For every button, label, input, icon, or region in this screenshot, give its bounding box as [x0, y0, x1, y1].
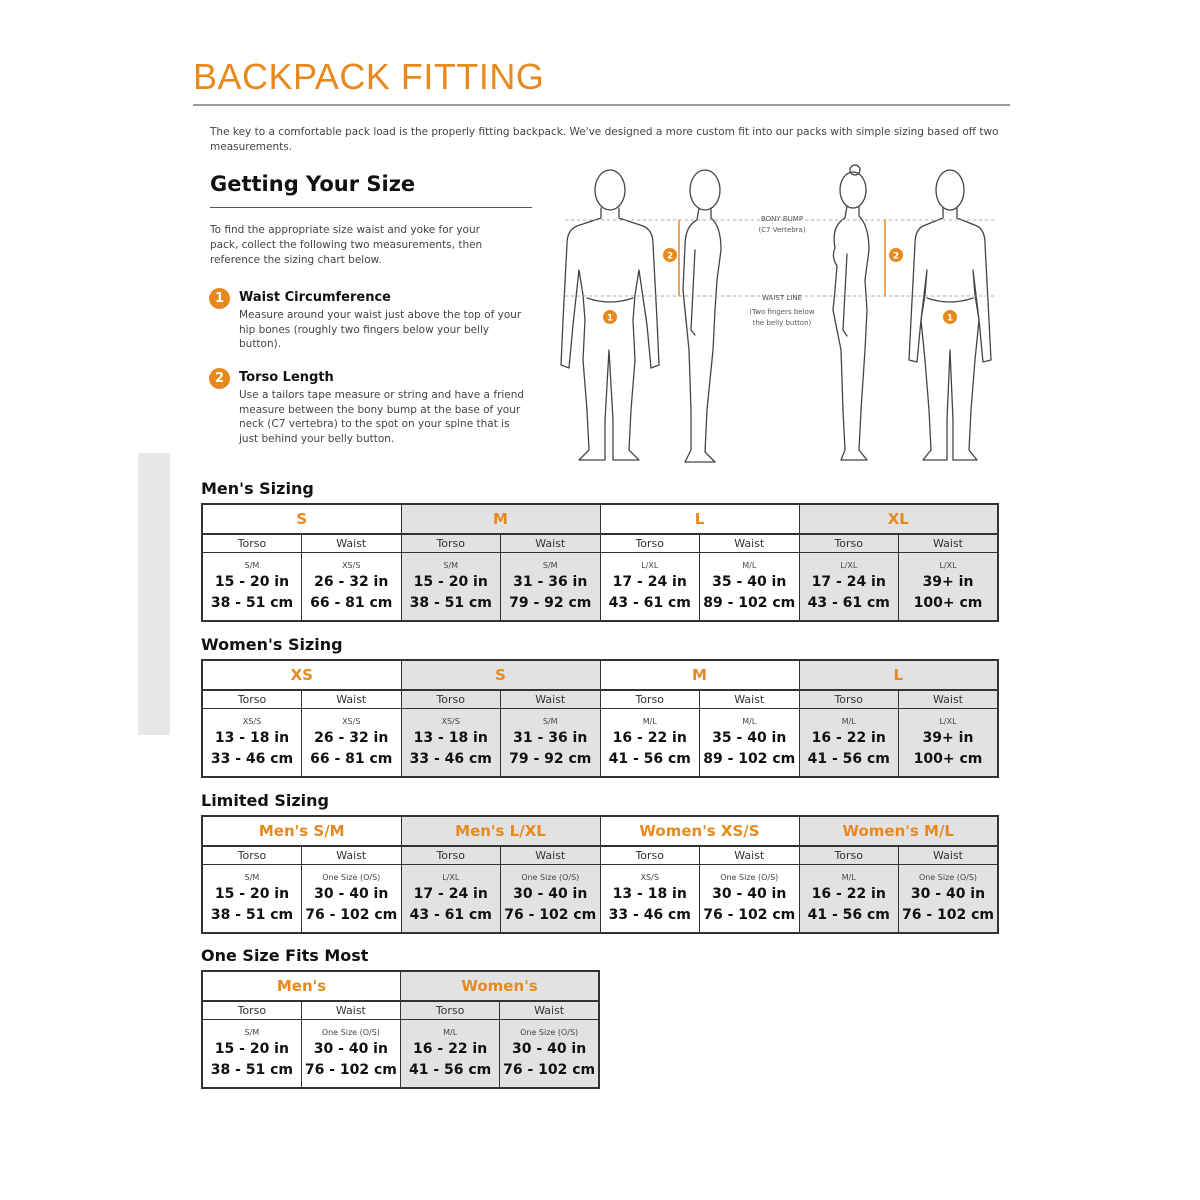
size-group-header: Men's L/XL [401, 816, 600, 846]
torso-size-cell [799, 553, 899, 622]
waist-size-cell [899, 865, 999, 934]
size-code: XS/S [342, 560, 361, 570]
waist-size-cell [500, 1020, 599, 1089]
size-group-row [202, 816, 998, 846]
size-inches: 13 - 18 in [413, 729, 488, 746]
size-inches: 15 - 20 in [214, 573, 290, 590]
torso-size-cell [600, 553, 700, 622]
size-code: S/M [244, 872, 260, 882]
waist-column-label: Waist [700, 690, 800, 709]
size-centimeters: 100+ cm [913, 750, 983, 767]
size-code: S/M [443, 560, 459, 570]
size-inches: 39+ in [922, 729, 974, 746]
waist-column-label: Waist [501, 534, 601, 553]
size-inches: 30 - 40 in [313, 1040, 388, 1057]
size-inches: 31 - 36 in [513, 729, 588, 746]
step-text: Measure around your waist just above the top of your hip bones (roughly two fingers below your belly button). [239, 309, 522, 350]
waist-column-label: Waist [501, 690, 601, 709]
size-centimeters: 100+ cm [913, 594, 983, 611]
one-size-table [201, 970, 600, 1089]
size-group-row [202, 660, 998, 690]
size-inches: 13 - 18 in [214, 729, 290, 746]
size-code: L/XL [442, 872, 460, 882]
size-centimeters: 43 - 61 cm [608, 594, 691, 611]
size-code: L/XL [939, 716, 957, 726]
torso-column-label: Torso [799, 534, 899, 553]
size-code: S/M [542, 716, 558, 726]
bony-bump-label: BONY BUMP [760, 215, 804, 223]
measure-value-row [202, 865, 998, 934]
size-centimeters: 33 - 46 cm [608, 906, 691, 923]
size-code: L/XL [840, 560, 858, 570]
size-code: S/M [542, 560, 558, 570]
size-group-header: Women's M/L [799, 816, 998, 846]
size-group-row [202, 504, 998, 534]
size-inches: 15 - 20 in [214, 1040, 289, 1057]
waist-size-cell [700, 709, 800, 778]
size-inches: 13 - 18 in [612, 885, 687, 902]
size-inches: 17 - 24 in [811, 573, 886, 590]
size-group-header: XS [202, 660, 401, 690]
size-code: XS/S [242, 716, 262, 726]
size-centimeters: 38 - 51 cm [409, 594, 492, 611]
size-centimeters: 79 - 92 cm [509, 750, 592, 767]
size-inches: 30 - 40 in [314, 885, 389, 902]
size-inches: 35 - 40 in [712, 729, 787, 746]
torso-size-cell [202, 865, 302, 934]
size-centimeters: 76 - 102 cm [504, 906, 597, 923]
body-measurement-illustration [555, 160, 1005, 470]
waist-size-cell [301, 1020, 400, 1089]
waist-column-label: Waist [899, 690, 999, 709]
mens-sizing-table [201, 503, 999, 622]
size-code: M/L [841, 872, 856, 882]
size-inches: 31 - 36 in [513, 573, 588, 590]
step-title: Waist Circumference [239, 290, 391, 305]
size-code: One Size (O/S) [520, 1027, 579, 1037]
badge-torso-left: 2 [666, 251, 674, 262]
limited-sizing-heading: Limited Sizing [201, 791, 330, 810]
size-centimeters: 43 - 61 cm [807, 594, 890, 611]
size-centimeters: 66 - 81 cm [310, 594, 393, 611]
size-centimeters: 33 - 46 cm [409, 750, 492, 767]
size-code: One Size (O/S) [321, 1027, 380, 1037]
size-code: M/L [642, 716, 657, 726]
size-inches: 39+ in [922, 573, 974, 590]
size-centimeters: 41 - 56 cm [807, 906, 890, 923]
torso-column-label: Torso [600, 690, 700, 709]
measure-label-row [202, 690, 998, 709]
size-centimeters: 33 - 46 cm [210, 750, 294, 767]
badge-waist-right: 1 [946, 313, 954, 324]
waist-size-cell [899, 553, 999, 622]
torso-column-label: Torso [202, 690, 302, 709]
size-inches: 26 - 32 in [314, 573, 389, 590]
size-inches: 16 - 22 in [413, 1040, 488, 1057]
waist-column-label: Waist [302, 534, 402, 553]
size-group-header: M [600, 660, 799, 690]
waist-column-label: Waist [899, 534, 999, 553]
getting-size-divider [210, 207, 532, 208]
size-inches: 16 - 22 in [811, 729, 886, 746]
title-divider [193, 104, 1010, 106]
torso-column-label: Torso [600, 846, 700, 865]
waist-column-label: Waist [301, 1001, 400, 1020]
size-code: One Size (O/S) [918, 872, 978, 882]
step-number-badge: 2 [209, 368, 230, 389]
size-inches: 26 - 32 in [314, 729, 389, 746]
torso-size-cell [799, 709, 899, 778]
size-code: L/XL [939, 560, 957, 570]
step-text: Use a tailors tape measure or string and have a friend measure between the bony bump at the base of your neck (C7 vertebra) to the spot on your spine that is just behind your belly button. [239, 389, 525, 445]
woman-side-figure [833, 165, 869, 460]
size-inches: 16 - 22 in [612, 729, 687, 746]
size-centimeters: 89 - 102 cm [703, 750, 796, 767]
size-group-header: Men's [202, 971, 401, 1001]
torso-size-cell [401, 1020, 500, 1089]
size-code: L/XL [641, 560, 659, 570]
badge-torso-right: 2 [892, 251, 900, 262]
waist-size-cell [501, 553, 601, 622]
torso-size-cell [799, 865, 899, 934]
side-tab [138, 453, 170, 735]
size-centimeters: 76 - 102 cm [901, 906, 995, 923]
size-code: XS/S [342, 716, 361, 726]
size-group-header: Women's XS/S [600, 816, 799, 846]
size-group-header: Women's [401, 971, 600, 1001]
waist-column-label: Waist [899, 846, 999, 865]
size-group-header: XL [799, 504, 998, 534]
torso-column-label: Torso [799, 690, 899, 709]
torso-column-label: Torso [799, 846, 899, 865]
page-title: BACKPACK FITTING [193, 56, 545, 97]
size-code: One Size (O/S) [322, 872, 381, 882]
c7-label: (C7 Vertebra) [758, 226, 806, 234]
size-centimeters: 89 - 102 cm [703, 594, 796, 611]
step-title: Torso Length [239, 370, 334, 385]
step-number-badge: 1 [209, 288, 230, 309]
size-inches: 30 - 40 in [712, 885, 787, 902]
size-inches: 30 - 40 in [512, 1040, 587, 1057]
waist-note-1: (Two fingers below [749, 308, 815, 316]
size-code: M/L [443, 1027, 458, 1037]
torso-column-label: Torso [401, 1001, 500, 1020]
limited-sizing-table [201, 815, 999, 934]
size-centimeters: 38 - 51 cm [210, 594, 294, 611]
measure-value-row [202, 553, 998, 622]
measure-value-row [202, 709, 998, 778]
size-inches: 15 - 20 in [413, 573, 488, 590]
size-group-row [202, 971, 599, 1001]
size-centimeters: 38 - 51 cm [210, 1061, 294, 1078]
intro-text: The key to a comfortable pack load is the properly fitting backpack. We've designed a more custom fit into our packs with simple sizing based off two measurements. [210, 126, 999, 153]
size-code: One Size (O/S) [720, 872, 779, 882]
getting-size-heading: Getting Your Size [210, 172, 416, 196]
size-centimeters: 41 - 56 cm [408, 1061, 492, 1078]
size-code: S/M [244, 560, 260, 570]
waist-column-label: Waist [302, 846, 402, 865]
size-code: XS/S [441, 716, 460, 726]
size-inches: 30 - 40 in [910, 885, 986, 902]
size-centimeters: 41 - 56 cm [807, 750, 890, 767]
size-centimeters: 43 - 61 cm [409, 906, 492, 923]
waist-size-cell [501, 865, 601, 934]
measure-label-row [202, 534, 998, 553]
waist-size-cell [302, 865, 402, 934]
torso-size-cell [600, 709, 700, 778]
size-centimeters: 38 - 51 cm [210, 906, 294, 923]
one-size-heading: One Size Fits Most [201, 946, 369, 965]
waist-size-cell [302, 709, 402, 778]
waist-note-2: the belly button) [752, 319, 812, 327]
size-centimeters: 76 - 102 cm [703, 906, 796, 923]
torso-column-label: Torso [202, 1001, 301, 1020]
size-group-header: S [202, 504, 401, 534]
torso-column-label: Torso [401, 846, 501, 865]
torso-size-cell [401, 709, 501, 778]
size-group-header: L [799, 660, 998, 690]
mens-sizing-heading: Men's Sizing [201, 479, 314, 498]
size-inches: 35 - 40 in [712, 573, 787, 590]
size-code: One Size (O/S) [521, 872, 580, 882]
size-code: XS/S [640, 872, 659, 882]
size-inches: 17 - 24 in [413, 885, 488, 902]
waist-size-cell [700, 865, 800, 934]
size-group-header: S [401, 660, 600, 690]
size-inches: 17 - 24 in [612, 573, 687, 590]
size-centimeters: 76 - 102 cm [305, 906, 398, 923]
waist-size-cell [899, 709, 999, 778]
size-code: M/L [742, 716, 757, 726]
size-centimeters: 41 - 56 cm [608, 750, 691, 767]
measure-value-row [202, 1020, 599, 1089]
size-centimeters: 76 - 102 cm [304, 1061, 397, 1078]
waist-column-label: Waist [500, 1001, 599, 1020]
waist-line-label: WAIST LINE [762, 294, 802, 302]
waist-column-label: Waist [700, 846, 800, 865]
torso-column-label: Torso [401, 534, 501, 553]
torso-size-cell [202, 1020, 301, 1089]
getting-size-text: To find the appropriate size waist and yoke for your pack, collect the following two measurements, then reference the sizing chart below. [210, 224, 483, 266]
size-group-header: L [600, 504, 799, 534]
torso-size-cell [202, 709, 302, 778]
torso-column-label: Torso [202, 534, 302, 553]
waist-column-label: Waist [302, 690, 402, 709]
size-group-header: Men's S/M [202, 816, 401, 846]
size-inches: 16 - 22 in [811, 885, 886, 902]
torso-column-label: Torso [600, 534, 700, 553]
size-inches: 15 - 20 in [214, 885, 290, 902]
size-group-header: M [401, 504, 600, 534]
torso-column-label: Torso [401, 690, 501, 709]
size-code: M/L [841, 716, 856, 726]
size-centimeters: 79 - 92 cm [509, 594, 592, 611]
torso-size-cell [401, 865, 501, 934]
torso-column-label: Torso [202, 846, 302, 865]
waist-size-cell [700, 553, 800, 622]
size-code: M/L [742, 560, 757, 570]
womens-sizing-table [201, 659, 999, 778]
waist-column-label: Waist [700, 534, 800, 553]
torso-size-cell [600, 865, 700, 934]
size-inches: 30 - 40 in [513, 885, 588, 902]
waist-column-label: Waist [501, 846, 601, 865]
size-centimeters: 66 - 81 cm [310, 750, 393, 767]
waist-size-cell [302, 553, 402, 622]
size-centimeters: 76 - 102 cm [503, 1061, 596, 1078]
torso-size-cell [202, 553, 302, 622]
man-side-figure [683, 170, 721, 462]
size-code: S/M [244, 1027, 260, 1037]
torso-size-cell [401, 553, 501, 622]
waist-size-cell [501, 709, 601, 778]
badge-waist-left: 1 [606, 313, 614, 324]
measure-label-row [202, 1001, 599, 1020]
measure-label-row [202, 846, 998, 865]
womens-sizing-heading: Women's Sizing [201, 635, 343, 654]
